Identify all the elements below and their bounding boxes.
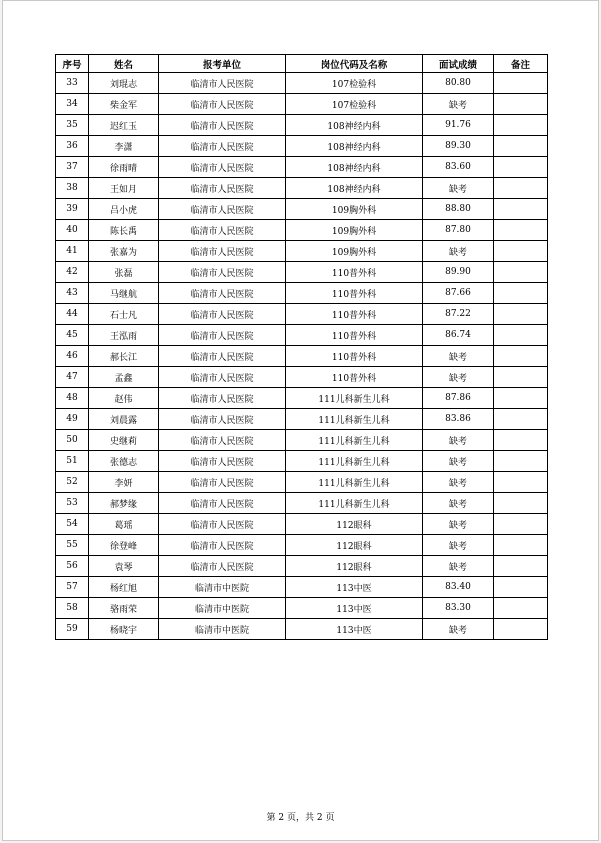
remark-cell <box>494 514 548 535</box>
score-cell: 缺考 <box>423 535 494 556</box>
score-cell: 83.60 <box>423 157 494 178</box>
unit-cell: 临清市人民医院 <box>159 304 286 325</box>
remark-cell <box>494 115 548 136</box>
row-index-cell: 52 <box>56 472 89 493</box>
table-row <box>56 283 548 304</box>
score-cell: 缺考 <box>423 451 494 472</box>
header-cell-index: 序号 <box>56 55 89 73</box>
unit-cell: 临清市人民医院 <box>159 262 286 283</box>
name-cell: 石士凡 <box>89 304 159 325</box>
remark-cell <box>494 451 548 472</box>
table-row <box>56 325 548 346</box>
row-index-cell: 38 <box>56 178 89 199</box>
unit-cell: 临清市人民医院 <box>159 535 286 556</box>
score-cell: 缺考 <box>423 178 494 199</box>
unit-cell: 临清市中医院 <box>159 577 286 598</box>
name-cell: 郝长江 <box>89 346 159 367</box>
unit-cell: 临清市人民医院 <box>159 157 286 178</box>
score-cell: 91.76 <box>423 115 494 136</box>
table-row <box>56 598 548 619</box>
unit-cell: 临清市人民医院 <box>159 388 286 409</box>
name-cell: 郝梦缘 <box>89 493 159 514</box>
score-cell: 89.90 <box>423 262 494 283</box>
position-cell: 110普外科 <box>286 262 423 283</box>
score-cell: 83.40 <box>423 577 494 598</box>
unit-cell: 临清市人民医院 <box>159 178 286 199</box>
position-cell: 112眼科 <box>286 514 423 535</box>
score-cell: 83.86 <box>423 409 494 430</box>
table-row <box>56 136 548 157</box>
position-cell: 110普外科 <box>286 346 423 367</box>
unit-cell: 临清市人民医院 <box>159 115 286 136</box>
score-cell: 80.80 <box>423 73 494 94</box>
header-cell-name: 姓名 <box>89 55 159 73</box>
score-cell: 缺考 <box>423 346 494 367</box>
unit-cell: 临清市人民医院 <box>159 241 286 262</box>
table-row <box>56 346 548 367</box>
remark-cell <box>494 157 548 178</box>
row-index-cell: 51 <box>56 451 89 472</box>
position-cell: 112眼科 <box>286 535 423 556</box>
table-row <box>56 577 548 598</box>
row-index-cell: 36 <box>56 136 89 157</box>
table-row <box>56 220 548 241</box>
score-cell: 缺考 <box>423 241 494 262</box>
remark-cell <box>494 262 548 283</box>
unit-cell: 临清市人民医院 <box>159 136 286 157</box>
row-index-cell: 44 <box>56 304 89 325</box>
position-cell: 110普外科 <box>286 325 423 346</box>
remark-cell <box>494 535 548 556</box>
table-row <box>56 199 548 220</box>
table-row <box>56 262 548 283</box>
unit-cell: 临清市人民医院 <box>159 556 286 577</box>
row-index-cell: 47 <box>56 367 89 388</box>
unit-cell: 临清市中医院 <box>159 598 286 619</box>
name-cell: 刘琨志 <box>89 73 159 94</box>
remark-cell <box>494 94 548 115</box>
unit-cell: 临清市人民医院 <box>159 220 286 241</box>
table-row <box>56 409 548 430</box>
position-cell: 110普外科 <box>286 367 423 388</box>
row-index-cell: 43 <box>56 283 89 304</box>
remark-cell <box>494 577 548 598</box>
unit-cell: 临清市人民医院 <box>159 409 286 430</box>
row-index-cell: 56 <box>56 556 89 577</box>
table-row <box>56 388 548 409</box>
row-index-cell: 58 <box>56 598 89 619</box>
remark-cell <box>494 430 548 451</box>
score-cell: 87.22 <box>423 304 494 325</box>
name-cell: 袁琴 <box>89 556 159 577</box>
row-index-cell: 35 <box>56 115 89 136</box>
name-cell: 张德志 <box>89 451 159 472</box>
position-cell: 109胸外科 <box>286 220 423 241</box>
row-index-cell: 42 <box>56 262 89 283</box>
remark-cell <box>494 136 548 157</box>
position-cell: 111儿科新生儿科 <box>286 493 423 514</box>
position-cell: 110普外科 <box>286 304 423 325</box>
score-cell: 缺考 <box>423 514 494 535</box>
score-cell: 缺考 <box>423 430 494 451</box>
row-index-cell: 55 <box>56 535 89 556</box>
position-cell: 108神经内科 <box>286 157 423 178</box>
table-row <box>56 157 548 178</box>
table-row <box>56 73 548 94</box>
row-index-cell: 40 <box>56 220 89 241</box>
score-cell: 缺考 <box>423 493 494 514</box>
name-cell: 孟鑫 <box>89 367 159 388</box>
score-cell: 86.74 <box>423 325 494 346</box>
unit-cell: 临清市人民医院 <box>159 346 286 367</box>
row-index-cell: 37 <box>56 157 89 178</box>
score-cell: 87.80 <box>423 220 494 241</box>
row-index-cell: 54 <box>56 514 89 535</box>
table-row <box>56 535 548 556</box>
name-cell: 赵伟 <box>89 388 159 409</box>
remark-cell <box>494 241 548 262</box>
name-cell: 杨晓宇 <box>89 619 159 640</box>
table-header-row <box>56 55 548 73</box>
table-row <box>56 178 548 199</box>
document-page <box>2 0 599 841</box>
score-cell: 87.66 <box>423 283 494 304</box>
table-row <box>56 556 548 577</box>
name-cell: 柴金军 <box>89 94 159 115</box>
score-cell: 87.86 <box>423 388 494 409</box>
unit-cell: 临清市人民医院 <box>159 430 286 451</box>
row-index-cell: 34 <box>56 94 89 115</box>
table-row <box>56 493 548 514</box>
name-cell: 李潇 <box>89 136 159 157</box>
remark-cell <box>494 220 548 241</box>
position-cell: 111儿科新生儿科 <box>286 409 423 430</box>
name-cell: 张磊 <box>89 262 159 283</box>
table-body <box>56 73 548 640</box>
position-cell: 109胸外科 <box>286 199 423 220</box>
unit-cell: 临清市人民医院 <box>159 514 286 535</box>
row-index-cell: 48 <box>56 388 89 409</box>
name-cell: 陈长禹 <box>89 220 159 241</box>
position-cell: 107检验科 <box>286 94 423 115</box>
unit-cell: 临清市中医院 <box>159 619 286 640</box>
remark-cell <box>494 283 548 304</box>
table-row <box>56 451 548 472</box>
table-row <box>56 472 548 493</box>
remark-cell <box>494 619 548 640</box>
unit-cell: 临清市人民医院 <box>159 493 286 514</box>
remark-cell <box>494 304 548 325</box>
table-row <box>56 514 548 535</box>
table-row <box>56 619 548 640</box>
position-cell: 111儿科新生儿科 <box>286 388 423 409</box>
remark-cell <box>494 73 548 94</box>
row-index-cell: 57 <box>56 577 89 598</box>
row-index-cell: 33 <box>56 73 89 94</box>
unit-cell: 临清市人民医院 <box>159 472 286 493</box>
row-index-cell: 50 <box>56 430 89 451</box>
unit-cell: 临清市人民医院 <box>159 199 286 220</box>
header-cell-score: 面试成绩 <box>423 55 494 73</box>
table-row <box>56 367 548 388</box>
name-cell: 张嘉为 <box>89 241 159 262</box>
name-cell: 马继航 <box>89 283 159 304</box>
name-cell: 李妍 <box>89 472 159 493</box>
row-index-cell: 39 <box>56 199 89 220</box>
name-cell: 刘晨露 <box>89 409 159 430</box>
score-cell: 缺考 <box>423 619 494 640</box>
position-cell: 113中医 <box>286 577 423 598</box>
row-index-cell: 45 <box>56 325 89 346</box>
remark-cell <box>494 199 548 220</box>
position-cell: 111儿科新生儿科 <box>286 430 423 451</box>
position-cell: 111儿科新生儿科 <box>286 472 423 493</box>
remark-cell <box>494 367 548 388</box>
remark-cell <box>494 493 548 514</box>
score-cell: 89.30 <box>423 136 494 157</box>
score-cell: 缺考 <box>423 367 494 388</box>
name-cell: 徐登峰 <box>89 535 159 556</box>
remark-cell <box>494 346 548 367</box>
score-cell: 缺考 <box>423 556 494 577</box>
header-cell-unit: 报考单位 <box>159 55 286 73</box>
header-cell-remark: 备注 <box>494 55 548 73</box>
remark-cell <box>494 409 548 430</box>
position-cell: 108神经内科 <box>286 178 423 199</box>
table-row <box>56 94 548 115</box>
name-cell: 葛瑶 <box>89 514 159 535</box>
score-cell: 83.30 <box>423 598 494 619</box>
row-index-cell: 41 <box>56 241 89 262</box>
row-index-cell: 49 <box>56 409 89 430</box>
remark-cell <box>494 556 548 577</box>
name-cell: 王泓雨 <box>89 325 159 346</box>
remark-cell <box>494 598 548 619</box>
score-cell: 缺考 <box>423 94 494 115</box>
table-row <box>56 304 548 325</box>
name-cell: 王如月 <box>89 178 159 199</box>
row-index-cell: 53 <box>56 493 89 514</box>
name-cell: 吕小虎 <box>89 199 159 220</box>
position-cell: 113中医 <box>286 619 423 640</box>
name-cell: 杨红旭 <box>89 577 159 598</box>
name-cell: 迟红玉 <box>89 115 159 136</box>
table-row <box>56 115 548 136</box>
unit-cell: 临清市人民医院 <box>159 94 286 115</box>
name-cell: 骆雨荣 <box>89 598 159 619</box>
position-cell: 113中医 <box>286 598 423 619</box>
position-cell: 111儿科新生儿科 <box>286 451 423 472</box>
position-cell: 110普外科 <box>286 283 423 304</box>
unit-cell: 临清市人民医院 <box>159 367 286 388</box>
unit-cell: 临清市人民医院 <box>159 283 286 304</box>
row-index-cell: 59 <box>56 619 89 640</box>
table-row <box>56 430 548 451</box>
remark-cell <box>494 325 548 346</box>
unit-cell: 临清市人民医院 <box>159 73 286 94</box>
position-cell: 108神经内科 <box>286 136 423 157</box>
row-index-cell: 46 <box>56 346 89 367</box>
score-table <box>55 54 548 640</box>
remark-cell <box>494 178 548 199</box>
remark-cell <box>494 472 548 493</box>
name-cell: 徐雨晴 <box>89 157 159 178</box>
unit-cell: 临清市人民医院 <box>159 451 286 472</box>
position-cell: 108神经内科 <box>286 115 423 136</box>
table-row <box>56 241 548 262</box>
name-cell: 史继莉 <box>89 430 159 451</box>
header-cell-position: 岗位代码及名称 <box>286 55 423 73</box>
position-cell: 107检验科 <box>286 73 423 94</box>
score-cell: 缺考 <box>423 472 494 493</box>
position-cell: 112眼科 <box>286 556 423 577</box>
page-number: 第 2 页，共 2 页 <box>266 813 335 823</box>
position-cell: 109胸外科 <box>286 241 423 262</box>
unit-cell: 临清市人民医院 <box>159 325 286 346</box>
score-cell: 88.80 <box>423 199 494 220</box>
remark-cell <box>494 388 548 409</box>
